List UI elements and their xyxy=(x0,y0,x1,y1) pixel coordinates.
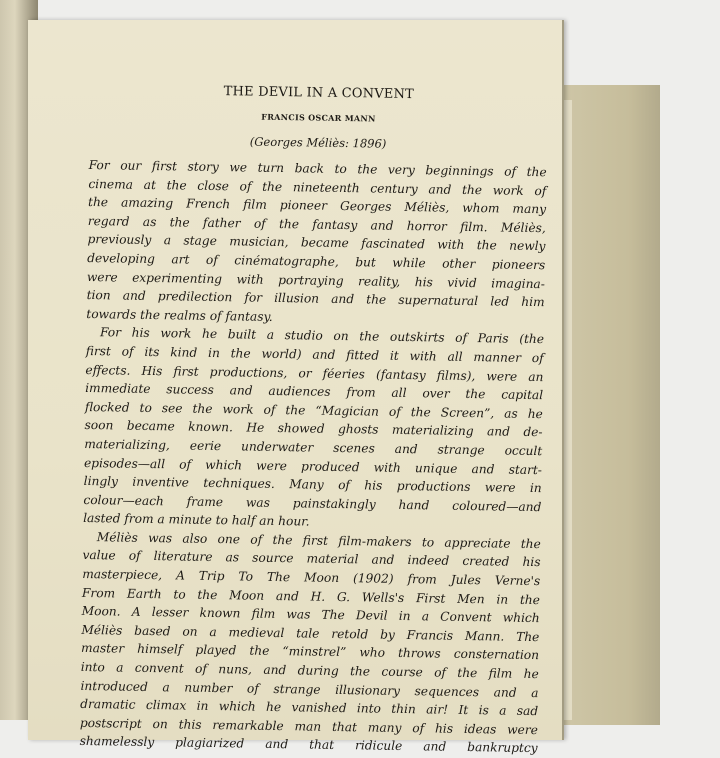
text-line: cinema at the close of the nineteenth century and the work of xyxy=(88,176,547,198)
text-line: developing art of cinématographe, but while other pioneers xyxy=(87,250,546,273)
text-line: into a convent of nuns, and during the course of the film he xyxy=(80,659,539,682)
text-line: were experimenting with portraying reality, his vivid imagina- xyxy=(86,269,545,291)
text-line: episodes—all of which were produced with unique and start- xyxy=(83,455,543,477)
text-line: postscript on this remarkable man that many of his ideas were xyxy=(79,715,538,737)
text-line: Moon. A lesser known film was The Devil in a Convent which xyxy=(81,604,540,626)
text-line: soon became known. He showed ghosts materializing and de- xyxy=(84,418,543,440)
chapter-title: THE DEVIL IN A CONVENT xyxy=(223,84,415,103)
chapter-subtitle: (Georges Méliès: 1896) xyxy=(249,134,387,151)
text-line: Méliès based on a medieval tale retold by Francis Mann. The xyxy=(81,622,540,644)
text-line: towards the realms of fantasy. xyxy=(86,306,273,324)
text-line: tion and predilection for illusion and the supernatural led him xyxy=(86,288,545,310)
text-line: For his work he built a studio on the outskirts of Paris (the xyxy=(99,325,545,347)
text-line: colour—each frame was painstakingly hand coloured—and xyxy=(83,492,542,514)
text-line: the amazing French film pioneer Georges Méliès, whom many xyxy=(88,195,547,217)
text-line: introduced a number of strange illusionary sequences and a xyxy=(80,678,539,700)
text-line: From Earth to the Moon and H. G. Wells's First Men in the xyxy=(81,585,541,607)
text-line: lingly inventive techniques. Many of his productions were in xyxy=(83,474,542,496)
text-line: Méliès was also one of the first film-makers to appreciate the xyxy=(96,530,541,552)
text-line: masterpiece, A Trip To The Moon (1902) from Jules Verne's xyxy=(82,567,541,589)
text-line: effects. His first productions, or féeries (fantasy films), were an xyxy=(85,362,544,384)
text-line: immediate success and audiences from all over the capital xyxy=(85,381,544,403)
author-name: FRANCIS OSCAR MANN xyxy=(261,111,376,124)
text-line: first of its kind in the world) and fitted it with all manner of xyxy=(85,343,544,366)
page-content xyxy=(79,82,547,758)
text-line: value of literature as source material and indeed created his xyxy=(82,548,541,570)
text-line: materializing, eerie underwater scenes and strange occult xyxy=(84,436,543,459)
text-line: master himself played the “minstrel” who throws consternation xyxy=(80,641,540,663)
text-line: shamelessly plagiarized and that ridicule and bankruptcy xyxy=(79,734,538,756)
text-line: flocked to see the work of the “Magician of the Screen”, as he xyxy=(84,399,543,421)
text-line: lasted from a minute to half an hour. xyxy=(83,511,310,529)
text-line: dramatic climax in which he vanished into thin air! It is a sad xyxy=(80,697,539,719)
text-line: previously a stage musician, became fascinated with the newly xyxy=(87,232,546,254)
book-page xyxy=(28,20,564,756)
body-text xyxy=(79,156,546,758)
text-line: regard as the father of the fantasy and horror film. Méliès, xyxy=(87,213,546,235)
text-line: For our first story we turn back to the very beginnings of the xyxy=(88,157,547,180)
